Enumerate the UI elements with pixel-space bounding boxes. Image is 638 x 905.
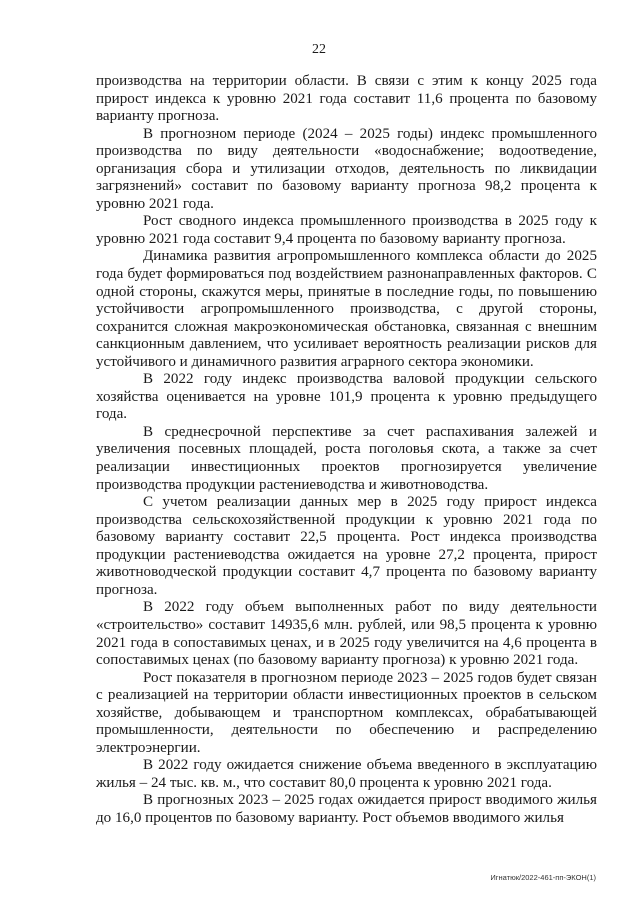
page-number: 22 xyxy=(312,42,326,57)
paragraph: В 2022 году индекс производства валовой продукции сельского хозяйства оценивается на уровне 101,9 процента к уровню предыдущего года. xyxy=(96,371,597,423)
paragraph: Динамика развития агропромышленного комплекса области до 2025 года будет формироваться под воздействием разнонаправленных факторов. С одной стороны, скажутся меры, принятые в последние годы, по повышению устойчивости агропромышленного производства, с другой стороны, сохранится сложная макроэкономическая обстановка, связанная с внешним санкционным давлением, что усиливает вероятность реализации рисков для устойчивого и динамичного развития аграрного сектора экономики. xyxy=(96,248,597,370)
paragraph: В прогнозных 2023 – 2025 годах ожидается прирост вводимого жилья до 16,0 процентов по базовому варианту. Рост объемов вводимого жилья xyxy=(96,792,597,826)
paragraph: производства на территории области. В связи с этим к концу 2025 года прирост индекса к уровню 2021 года составит 11,6 процента по базовому варианту прогноза. xyxy=(96,73,597,125)
paragraph: В 2022 году объем выполненных работ по виду деятельности «строительство» составит 14935,6 млн. рублей, или 98,5 процента к уровню 2021 года в сопоставимых ценах, и в 2025 году увеличится на 4,6 процента в сопоставимых ценах (по базовому варианту прогноза) к уровню 2021 года. xyxy=(96,599,597,669)
paragraph: Рост показателя в прогнозном периоде 2023 – 2025 годов будет связан с реализацией на территории области инвестиционных проектов в сельском хозяйстве, добывающем и транспортном комплексах, обрабатывающей промышленности, деятельности по обеспечению и распределению электроэнергии. xyxy=(96,669,597,756)
paragraph: В среднесрочной перспективе за счет распахивания залежей и увеличения посевных площадей, роста поголовья скота, а также за счет реализации инвестиционных проектов прогнозируется увеличение производства продукции растениеводства и животноводства. xyxy=(96,423,597,493)
paragraph: С учетом реализации данных мер в 2025 году прирост индекса производства сельскохозяйственной продукции к уровню 2021 года по базовому варианту составит 22,5 процента. Рост индекса производства продукции растениеводства ожидается на уровне 27,2 процента, прирост животноводческой продукции составит 4,7 процента по базовому варианту прогноза. xyxy=(96,494,597,598)
paragraph: В прогнозном периоде (2024 – 2025 годы) индекс промышленного производства по виду деятельности «водоснабжение; водоотведение, организация сбора и утилизации отходов, деятельность по ликвидации загрязнений» составит по базовому варианту прогноза 98,2 процента к уровню 2021 года. xyxy=(96,125,597,212)
document-id-footer: Игнатюк/2022-461-пп-ЭКОН(1) xyxy=(490,873,596,882)
body-text xyxy=(96,73,597,828)
paragraph: В 2022 году ожидается снижение объема введенного в эксплуатацию жилья – 24 тыс. кв. м., что составит 80,0 процента к уровню 2021 года. xyxy=(96,757,597,791)
paragraph: Рост сводного индекса промышленного производства в 2025 году к уровню 2021 года составит 9,4 процента по базовому варианту прогноза. xyxy=(96,213,597,247)
